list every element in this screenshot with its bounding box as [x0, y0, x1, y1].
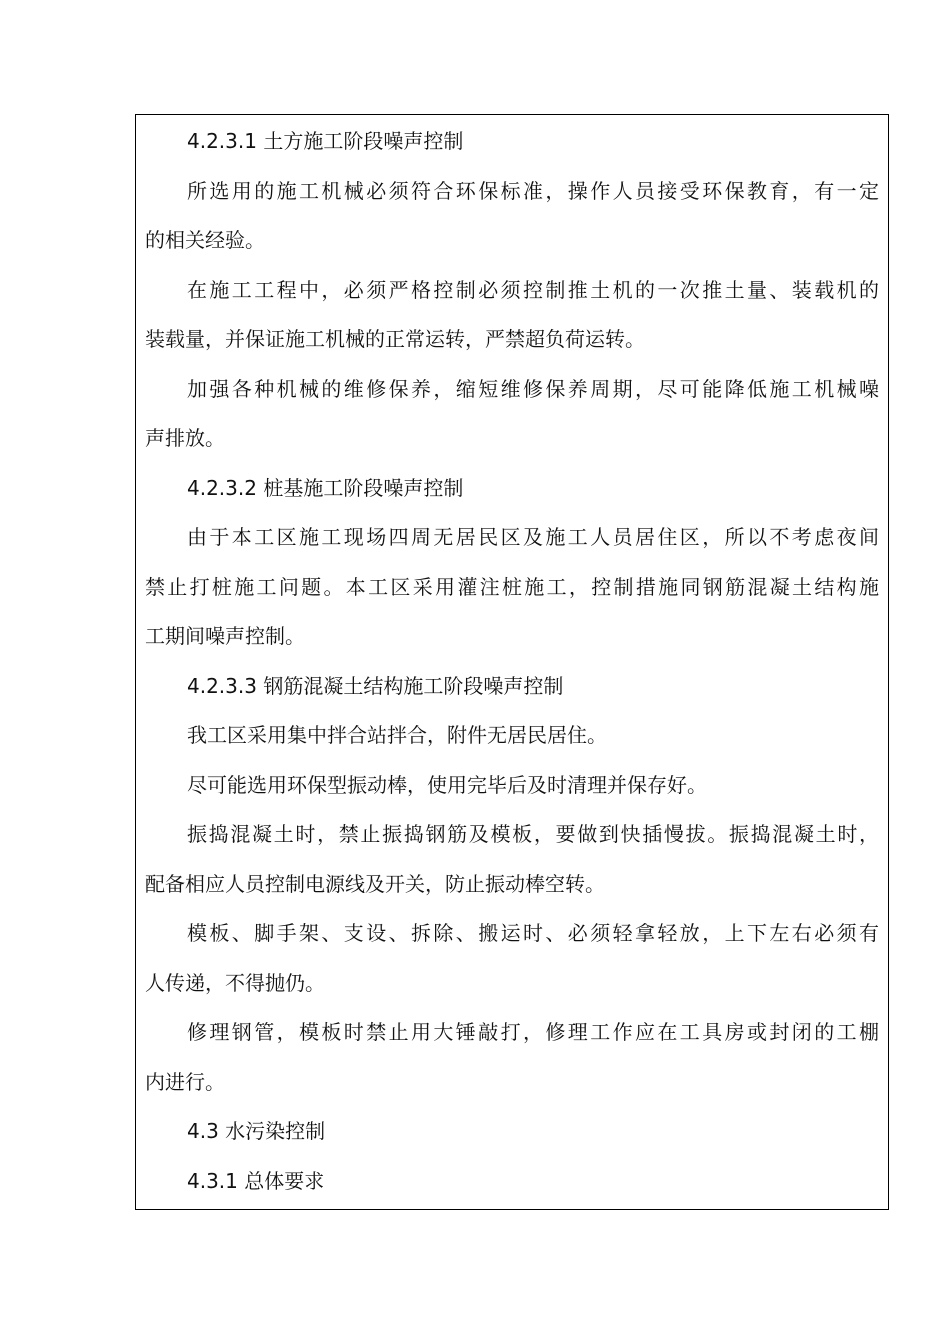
paragraph-line: 人传递，不得抛仍。 — [145, 970, 325, 995]
section-heading: 4.2.3.2 桩基施工阶段噪声控制 — [187, 475, 464, 500]
section-heading: 4.2.3.3 钢筋混凝土结构施工阶段噪声控制 — [187, 673, 564, 698]
paragraph-line: 尽可能选用环保型振动棒，使用完毕后及时清理并保存好。 — [187, 772, 707, 797]
paragraph-line: 内进行。 — [145, 1069, 225, 1094]
document-frame — [135, 114, 889, 1210]
paragraph-line: 由于本工区施工现场四周无居民区及施工人员居住区，所以不考虑夜间 — [187, 525, 879, 549]
paragraph-line: 工期间噪声控制。 — [145, 624, 305, 648]
paragraph-line: 振捣混凝土时，禁止振捣钢筋及模板，要做到快插慢拔。振捣混凝土时， — [187, 822, 879, 846]
section-heading: 4.2.3.1 土方施工阶段噪声控制 — [187, 129, 464, 153]
paragraph-line: 禁止打桩施工问题。本工区采用灌注桩施工，控制措施同钢筋混凝土结构施 — [145, 574, 879, 599]
paragraph-line: 装载量，并保证施工机械的正常运转，严禁超负荷运转。 — [145, 327, 645, 351]
paragraph-line: 修理钢管，模板时禁止用大锤敲打，修理工作应在工具房或封闭的工棚 — [187, 1020, 879, 1044]
paragraph-line: 所选用的施工机械必须符合环保标准，操作人员接受环保教育，有一定 — [187, 178, 879, 203]
paragraph-line: 我工区采用集中拌合站拌合，附件无居民居住。 — [187, 723, 607, 747]
paragraph-line: 的相关经验。 — [145, 228, 265, 252]
paragraph-line: 声排放。 — [145, 426, 225, 450]
section-heading: 4.3 水污染控制 — [187, 1119, 326, 1143]
section-heading: 4.3.1 总体要求 — [187, 1168, 325, 1193]
paragraph-line: 加强各种机械的维修保养，缩短维修保养周期，尽可能降低施工机械噪 — [187, 376, 879, 401]
paragraph-line: 模板、脚手架、支设、拆除、搬运时、必须轻拿轻放，上下左右必须有 — [187, 921, 879, 945]
paragraph-line: 配备相应人员控制电源线及开关，防止振动棒空转。 — [145, 871, 605, 896]
document-body — [145, 117, 879, 1206]
paragraph-line: 在施工工程中，必须严格控制必须控制推土机的一次推土量、装载机的 — [187, 277, 879, 302]
